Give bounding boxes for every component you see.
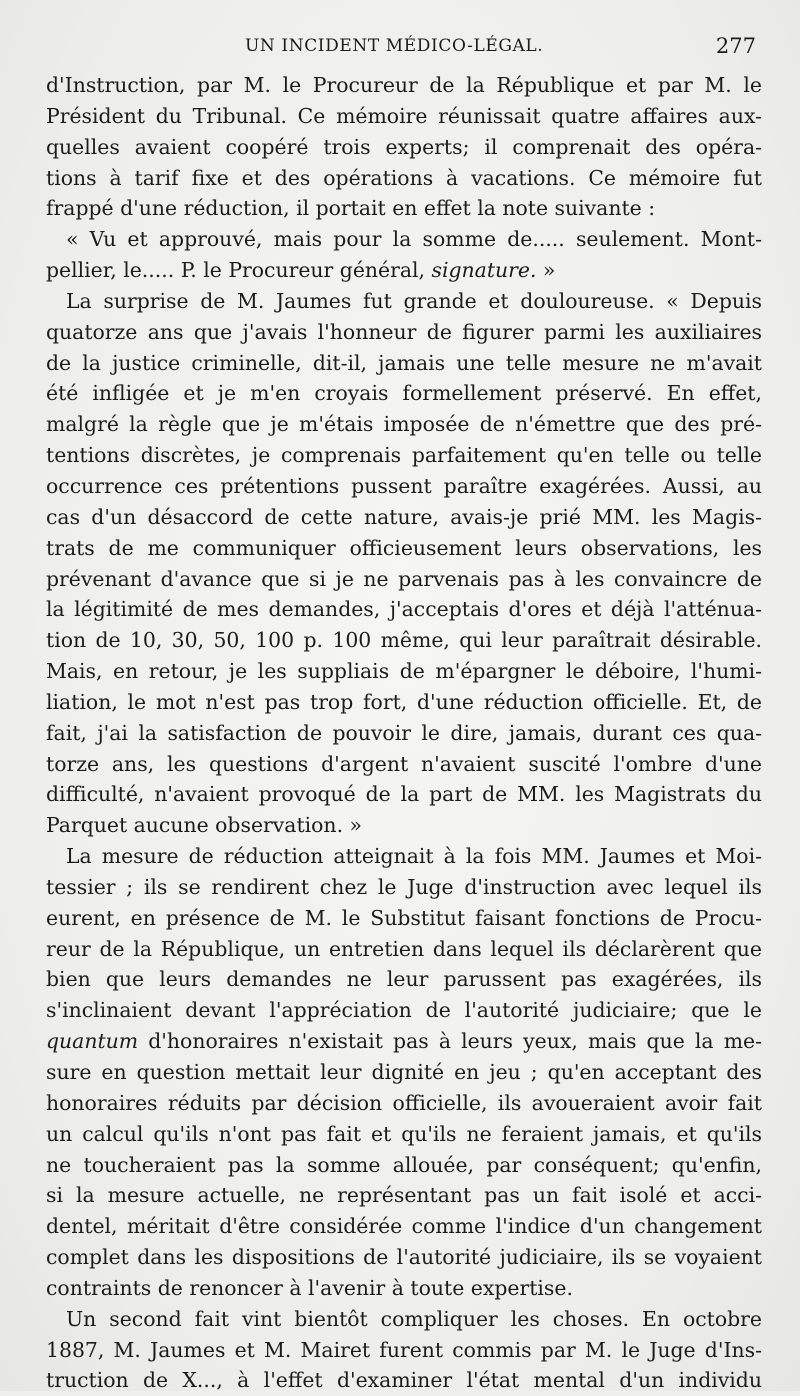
line-text: ne toucheraient pas la somme allouée, par conséquent; qu'enfin, (46, 1152, 762, 1177)
text-line (46, 1273, 762, 1304)
text-line (46, 348, 762, 379)
text-line (46, 533, 762, 564)
text-line (46, 101, 762, 132)
text-line (46, 1180, 762, 1211)
line-text: torze ans, les questions d'argent n'avaient suscité l'ombre d'une (46, 751, 762, 776)
line-text: si la mesure actuelle, ne représentant pas un fait isolé et acci- (46, 1183, 762, 1208)
text-line (46, 1088, 762, 1119)
text-line (46, 163, 762, 194)
line-text: pellier, le..... P. le Procureur général, (46, 258, 432, 283)
text-line (46, 718, 762, 749)
line-text: truction de X..., à l'effet d'examiner l'état mental d'un individu (46, 1368, 762, 1393)
text-line (46, 1026, 762, 1057)
text-line (46, 255, 762, 286)
text-line (46, 872, 762, 903)
text-line (46, 1335, 762, 1366)
text-line (46, 810, 762, 841)
line-text: été infligée et je m'en croyais formellement préservé. En effet, (46, 381, 762, 406)
text-line (46, 749, 762, 780)
text-line (46, 1119, 762, 1150)
text-line (46, 1242, 762, 1273)
line-text: prévenant d'avance que si je ne parvenais pas à les convaincre de (46, 566, 762, 591)
text-line (46, 779, 762, 810)
line-text: Parquet aucune observation. » (46, 813, 363, 838)
text-line (46, 1211, 762, 1242)
line-text: Mais, en retour, je les suppliais de m'épargner le déboire, l'humi- (46, 659, 762, 684)
text-line (46, 1057, 762, 1088)
text-line (46, 193, 762, 224)
line-text: la légitimité de mes demandes, j'acceptais d'ores et déjà l'atténua- (46, 597, 762, 622)
text-line (46, 625, 762, 656)
italic-text: quantum (46, 1029, 139, 1054)
text-line (46, 903, 762, 934)
running-head (60, 34, 760, 64)
line-text: bien que leurs demandes ne leur parussent pas exagérées, ils (46, 967, 762, 992)
line-text: La mesure de réduction atteignait à la fois MM. Jaumes et Moi- (66, 844, 762, 869)
line-text: difficulté, n'avaient provoqué de la part de MM. les Magistrats du (46, 782, 762, 807)
line-text-continued: » (536, 258, 556, 283)
text-line (46, 964, 762, 995)
line-text: Président du Tribunal. Ce mémoire réunissait quatre affaires aux- (46, 103, 762, 128)
line-text: Un second fait vint bientôt compliquer les choses. En octobre (66, 1306, 762, 1331)
line-text: cas d'un désaccord de cette nature, avais-je prié MM. les Magis- (46, 504, 762, 529)
text-line (46, 378, 762, 409)
text-line (46, 934, 762, 965)
line-text: de la justice criminelle, dit-il, jamais une telle mesure ne m'avait (46, 350, 762, 375)
line-text: « Vu et approuvé, mais pour la somme de..... seulement. Mont- (66, 227, 762, 252)
line-text: liation, le mot n'est pas trop fort, d'une réduction officielle. Et, de (46, 689, 762, 714)
text-line (46, 132, 762, 163)
text-line (46, 656, 762, 687)
line-text: occurrence ces prétentions pussent paraître exagérées. Aussi, au (46, 473, 762, 498)
line-text: eurent, en présence de M. le Substitut faisant fonctions de Procu- (46, 905, 762, 930)
text-line (46, 594, 762, 625)
line-text: un calcul qu'ils n'ont pas fait et qu'ils ne feraient jamais, et qu'ils (46, 1121, 762, 1146)
text-line (46, 1365, 762, 1396)
line-text: quelles avaient coopéré trois experts; il comprenait des opéra- (46, 134, 762, 159)
text-line (46, 409, 762, 440)
line-text-continued: d'honoraires n'existait pas à leurs yeux, mais que la me- (138, 1029, 762, 1054)
italic-text: signature. (431, 258, 537, 283)
text-line (46, 502, 762, 533)
text-line (46, 687, 762, 718)
line-text: trats de me communiquer officieusement leurs observations, les (46, 535, 762, 560)
body-text (46, 70, 762, 1396)
line-text: tion de 10, 30, 50, 100 p. 100 même, qui leur paraîtrait désirable. (46, 628, 762, 653)
line-text: contraints de renoncer à l'avenir à toute expertise. (46, 1275, 573, 1300)
line-text: frappé d'une réduction, il portait en effet la note suivante : (46, 196, 656, 221)
text-line (46, 841, 762, 872)
running-title: UN INCIDENT MÉDICO-LÉGAL. (245, 36, 544, 56)
line-text: quatorze ans que j'avais l'honneur de figurer parmi les auxiliaires (46, 319, 762, 344)
line-text: reur de la République, un entretien dans lequel ils déclarèrent que (46, 936, 762, 961)
line-text: d'Instruction, par M. le Procureur de la République et par M. le (46, 73, 762, 97)
line-text: tentions discrètes, je comprenais parfaitement qu'en telle ou telle (46, 443, 762, 468)
line-text: dentel, méritait d'être considérée comme l'indice d'un changement (46, 1214, 762, 1239)
line-text: tions à tarif fixe et des opérations à vacations. Ce mémoire fut (46, 165, 762, 190)
line-text: 1887, M. Jaumes et M. Mairet furent commis par M. le Juge d'Ins- (46, 1337, 762, 1362)
text-line (46, 317, 762, 348)
text-line (46, 564, 762, 595)
line-text: honoraires réduits par décision officielle, ils avoueraient avoir fait (46, 1090, 762, 1115)
text-line (46, 1304, 762, 1335)
text-line (46, 440, 762, 471)
page-number: 277 (715, 34, 756, 58)
text-line (46, 995, 762, 1026)
line-text: fait, j'ai la satisfaction de pouvoir le dire, jamais, durant ces qua- (46, 720, 762, 745)
line-text: complet dans les dispositions de l'autorité judiciaire, ils se voyaient (46, 1245, 762, 1270)
line-text: sure en question mettait leur dignité en jeu ; qu'en acceptant des (46, 1060, 762, 1084)
line-text: tessier ; ils se rendirent chez le Juge d'instruction avec lequel ils (46, 874, 762, 899)
text-line (46, 224, 762, 255)
text-line (46, 286, 762, 317)
text-line (46, 1150, 762, 1181)
line-text: La surprise de M. Jaumes fut grande et douloureuse. « Depuis (66, 288, 762, 313)
text-line (46, 70, 762, 101)
line-text: s'inclinaient devant l'appréciation de l'autorité judiciaire; que le (46, 998, 762, 1023)
text-line (46, 471, 762, 502)
line-text: malgré la règle que je m'étais imposée de n'émettre que des pré- (46, 412, 762, 437)
